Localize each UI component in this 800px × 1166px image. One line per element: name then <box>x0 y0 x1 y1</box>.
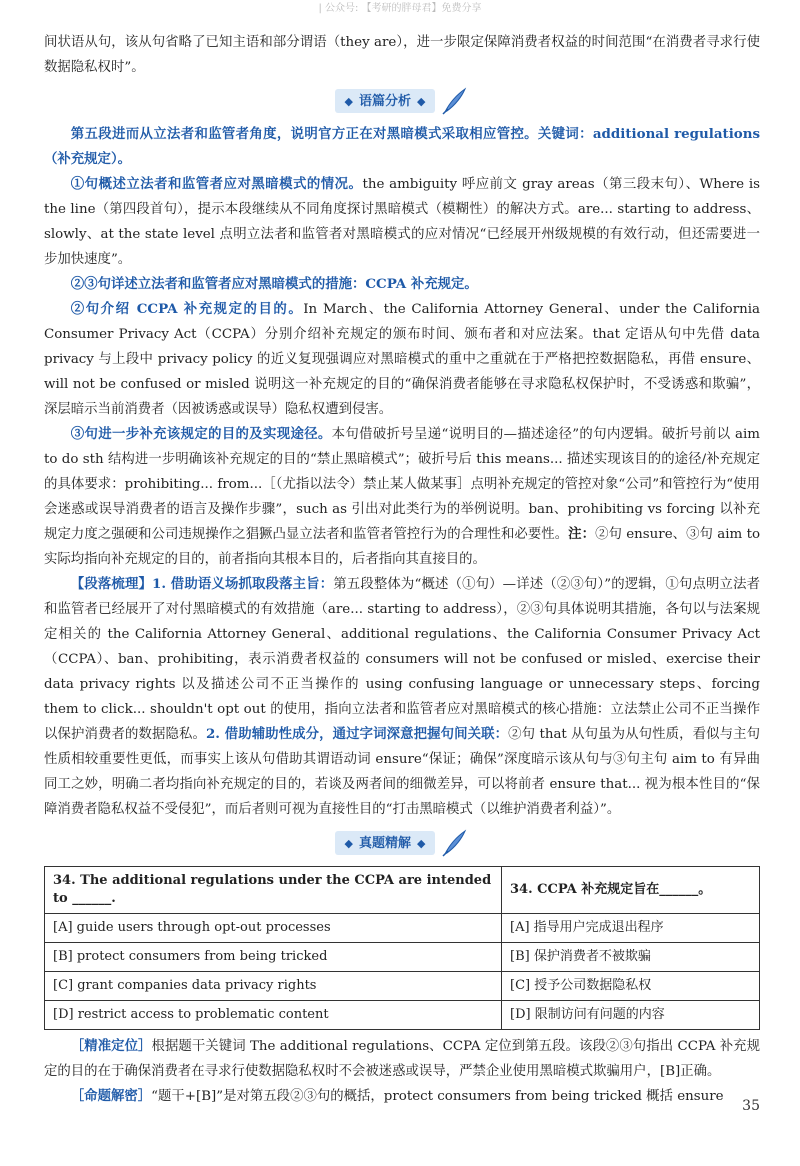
option-row <box>45 943 760 972</box>
banner-dot-icon: ◆ <box>417 836 426 850</box>
sentence-2-lead: ②句介绍 CCPA 补充规定的目的。 <box>70 301 304 317</box>
question-table <box>44 866 760 1030</box>
option-d-zh: [D] 限制访问有问题的内容 <box>502 1001 760 1030</box>
watermark: | 公众号: 【考研的胖母君】免费分享 <box>318 3 482 14</box>
question-row <box>45 867 760 914</box>
note-text: ②句 ensure、③句 aim to 实际均指向补充规定的目的，前者指向其根本目的，后者指向其直接目的。 <box>44 527 761 567</box>
option-b-en: [B] protect consumers from being tricked <box>45 943 502 972</box>
question-en: 34. The additional regulations under the CCPA are intended to ______. <box>45 867 502 914</box>
intro-paragraph: 间状语从句，该从句省略了已知主语和部分谓语（they are），进一步限定保障消费者权益的时间范围“在消费者寻求行使数据隐私权时”。 <box>44 35 760 75</box>
summary-body-1: 第五段整体为“概述（①句）—详述（②③句）”的逻辑，①句点明立法者和监管者已经展开了对付黑暗模式的有效措施（are... starting to address），②③句具体说明其措施，各句以与法案规定相关的 the California Attorney General、additional regulations、the California Consumer Privacy Act（CCPA）、ban、prohibiting，表示消费者权益的 consumers will not be confused or misled、exercise their data privacy rights 以及描述公司不正当操作的 using confusing language or unnecessary steps、forcing them to click... shouldn't opt out 的使用，指向立法者和监管者应对黑暗模式的核心措施：立法禁止公司不正当操作以保护消费者的数据隐私。 <box>44 577 761 742</box>
sentence-2-body: In March、the California Attorney General、under the California Consumer Privacy Act（CCPA）分别介绍补充规定的颁布时间、颁布者和对应法案。that 定语从句中先借 data privacy 与上段中 privacy policy 的近义复现强调应对黑暗模式的重中之重就在于严格把控数据隐私，再借 ensure、will not be confused or misled 说明这一补充规定的目的“确保消费者能够在寻求隐私权保护时，不受诱惑和欺骗”，深层暗示当前消费者（因被诱惑或误导）隐私权遭到侵害。 <box>44 302 761 417</box>
page-number: 35 <box>742 1098 760 1114</box>
section-banner-exam <box>44 822 760 864</box>
question-decode-text: “题干+[B]”是对第五段②③句的概括，protect consumers from being tricked 概括 ensure <box>151 1089 724 1104</box>
page-content <box>44 30 760 1109</box>
precise-location-paragraph <box>44 1034 760 1084</box>
option-a-zh: [A] 指导用户完成退出程序 <box>502 914 760 943</box>
sentence-1-body: the ambiguity 呼应前文 gray areas（第三段末句）、Where is the line（第四段首句），提示本段继续从不同角度探讨黑暗模式（模糊性）的解决方式。are... starting to address、slowly、at the state level 点明立法者和监管者对黑暗模式的应对情况“已经展开州级规模的有效行动，但还需要进一步加快速度”。 <box>44 177 761 267</box>
option-d-en: [D] restrict access to problematic content <box>45 1001 502 1030</box>
banner-title: 语篇分析 <box>358 93 411 109</box>
analysis-paragraph-1: 第五段进而从立法者和监管者角度，说明官方正在对黑暗模式采取相应管控。关键词：additional regulations（补充规定）。 <box>44 126 760 167</box>
analysis-paragraph-3: ②③句详述立法者和监管者应对黑暗模式的措施：CCPA 补充规定。 <box>70 276 478 292</box>
quill-pen-icon <box>439 86 469 116</box>
option-row <box>45 1001 760 1030</box>
option-row <box>45 914 760 943</box>
banner-label-box <box>335 89 436 113</box>
summary-heading-1: 1. 借助语义场抓取段落主旨： <box>152 576 334 592</box>
note-label: 注： <box>568 526 596 542</box>
sentence-3-body: 本句借破折号呈递“说明目的—描述途径”的句内逻辑。破折号前以 aim to do sth 结构进一步明确该补充规定的目的“禁止黑暗模式”；破折号后 this means... 描述实现该目的的途径/补充规定的具体要求：prohibiting... from...［（尤指以法令）禁止某人做某事］点明补充规定的管控对象“公司”和管控行为“使用会迷惑或误导消费者的语言及操作步骤”，such as 引出对此类行为的举例说明。ban、prohibiting vs forcing 以补充规定力度之强硬和公司违规操作之猖獗凸显立法者和监管者管控行为的合理性和必要性。 <box>44 427 760 542</box>
option-c-en: [C] grant companies data privacy rights <box>45 972 502 1001</box>
question-decode-paragraph <box>44 1084 760 1109</box>
question-zh: 34. CCPA 补充规定旨在______。 <box>502 867 760 914</box>
analysis-paragraph-5 <box>44 422 760 572</box>
option-b-zh: [B] 保护消费者不被欺骗 <box>502 943 760 972</box>
precise-location-text: 根据题干关键词 The additional regulations、CCPA 定位到第五段。该段②③句指出 CCPA 补充规定的目的在于确保消费者在寻求行使数据隐私权时不会被迷惑或误导，严禁企业使用黑暗模式欺骗用户，[B]正确。 <box>44 1039 761 1079</box>
banner-label-box <box>335 831 436 855</box>
precise-location-tag: ［精准定位］ <box>70 1038 152 1054</box>
analysis-paragraph-4 <box>44 297 760 422</box>
analysis-paragraph-6 <box>44 572 760 822</box>
banner-dot-icon: ◆ <box>344 836 353 850</box>
banner-dot-icon: ◆ <box>417 94 426 108</box>
paragraph-summary-tag: 【段落梳理】 <box>70 576 153 592</box>
summary-body-2: ②句 that 从句虽为从句性质，看似与主句性质相较重要性更低，而事实上该从句借助其谓语动词 ensure“保证；确保”深度暗示该从句与③句主句 aim to 有异曲同工之妙，明确二者均指向补充规定的目的，若谈及两者间的细微差异，可以将前者 ensure that... 视为根本性目的“保障消费者隐私权益不受侵犯”，而后者则可视为直接性目的“打击黑暗模式（以维护消费者利益）”。 <box>44 727 761 817</box>
summary-heading-2: 2. 借助辅助性成分，通过字词深意把握句间关联： <box>205 726 509 742</box>
question-decode-tag: ［命题解密］ <box>70 1088 152 1104</box>
quill-pen-icon <box>439 828 469 858</box>
section-banner-analysis <box>44 80 760 122</box>
option-c-zh: [C] 授予公司数据隐私权 <box>502 972 760 1001</box>
banner-dot-icon: ◆ <box>344 94 353 108</box>
banner-title: 真题精解 <box>358 835 411 851</box>
option-row <box>45 972 760 1001</box>
sentence-1-lead: ①句概述立法者和监管者应对黑暗模式的情况。 <box>70 176 363 192</box>
analysis-paragraph-2 <box>44 172 760 272</box>
sentence-3-lead: ③句进一步补充该规定的目的及实现途径。 <box>70 426 332 442</box>
option-a-en: [A] guide users through opt-out processes <box>45 914 502 943</box>
